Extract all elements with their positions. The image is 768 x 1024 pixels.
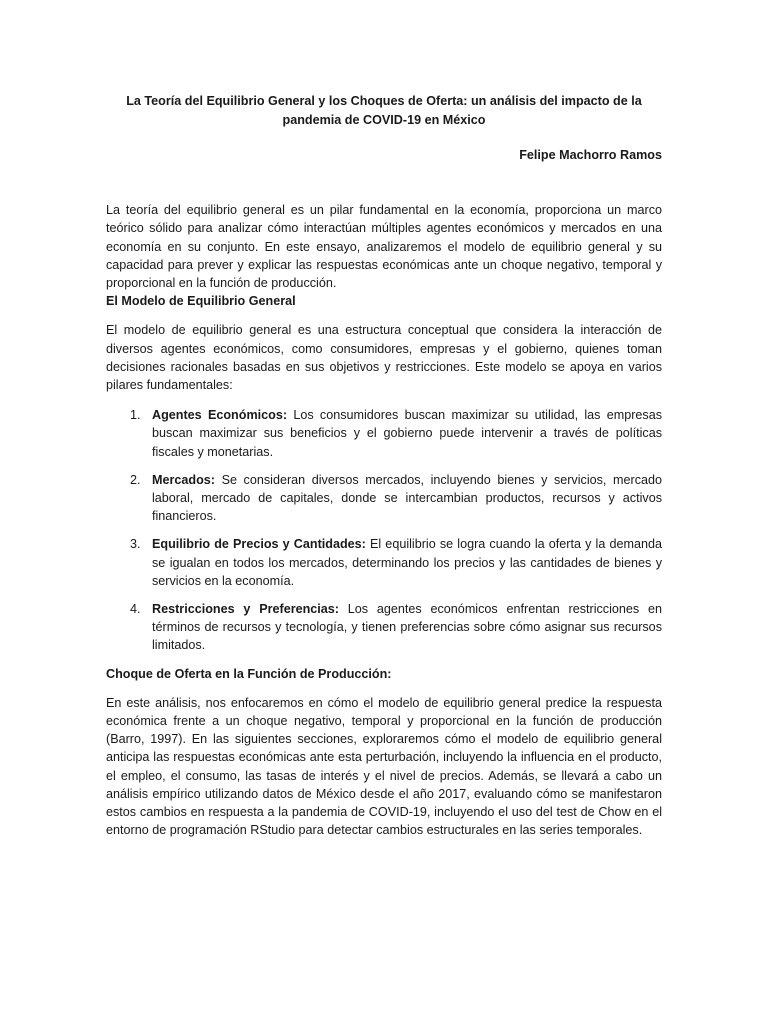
list-item <box>106 406 662 461</box>
list-item-term: Agentes Económicos: <box>152 408 288 423</box>
list-item <box>106 600 662 655</box>
list-item-term: Equilibrio de Precios y Cantidades: <box>152 537 366 552</box>
list-item-number: 4. <box>130 602 141 617</box>
section-choque-paragraph: En este análisis, nos enfocaremos en cómo el modelo de equilibrio general predice la respuesta económica frente a un choque negativo, temporal y proporcional en la función de producción (Barro, 1997). En las siguientes secciones, exploraremos cómo el modelo de equilibrio general anticipa las respuestas económicas ante esta perturbación, incluyendo la influencia en el producto, el empleo, el consumo, las tasas de interés y el nivel de precios. Además, se llevará a cabo un análisis empírico utilizando datos de México desde el año 2017, evaluando cómo se manifestaron estos cambios en respuesta a la pandemia de COVID-19, incluyendo el uso del test de Chow en el entorno de programación RStudio para detectar cambios estructurales en las series temporales. <box>106 695 662 838</box>
section-heading-modelo: El Modelo de Equilibrio General <box>106 294 296 309</box>
list-item-number: 3. <box>130 537 141 552</box>
section-modelo-paragraph: El modelo de equilibrio general es una estructura conceptual que considera la interacción de diversos agentes económicos, como consumidores, empresas y el gobierno, quienes toman decisiones racionales basadas en sus objetivos y restricciones. Este modelo se apoya en varios pilares fundamentales: <box>106 323 662 393</box>
pillars-list <box>106 406 662 654</box>
list-item-number: 2. <box>130 472 141 487</box>
list-item-text: Los agentes económicos enfrentan restricciones en términos de recursos y tecnología, y tienen preferencias sobre cómo asignar sus recursos limitados. <box>152 602 662 653</box>
list-item-term: Restricciones y Preferencias: <box>152 602 339 617</box>
list-item-term: Mercados: <box>152 472 215 487</box>
document-author: Felipe Machorro Ramos <box>519 148 662 162</box>
section-heading-choque: Choque de Oferta en la Función de Producción: <box>106 666 392 681</box>
list-item-text: Los consumidores buscan maximizar su utilidad, las empresas buscan maximizar sus beneficios y el gobierno puede intervenir a través de políticas fiscales y monetarias. <box>152 408 663 459</box>
list-item <box>106 471 662 526</box>
document-content <box>106 92 662 840</box>
list-item-text: El equilibrio se logra cuando la oferta y la demanda se igualan en todos los mercados, determinando los precios y las cantidades de bienes y servicios en la economía. <box>152 537 662 588</box>
list-item-text: Se consideran diversos mercados, incluyendo bienes y servicios, mercado laboral, mercado de capitales, donde se intercambian productos, recursos y activos financieros. <box>152 472 662 524</box>
list-item <box>106 535 662 590</box>
document-title: La Teoría del Equilibrio General y los Choques de Oferta: un análisis del impacto de la pandemia de COVID-19 en México <box>126 94 642 127</box>
list-item-number: 1. <box>130 408 141 423</box>
intro-paragraph: La teoría del equilibrio general es un pilar fundamental en la economía, proporciona un marco teórico sólido para analizar cómo interactúan múltiples agentes económicos y mercados en una economía en su conjunto. En este ensayo, analizaremos el modelo de equilibrio general y su capacidad para prever y explicar las respuestas económicas ante un choque negativo, temporal y proporcional en la función de producción. <box>106 203 662 291</box>
